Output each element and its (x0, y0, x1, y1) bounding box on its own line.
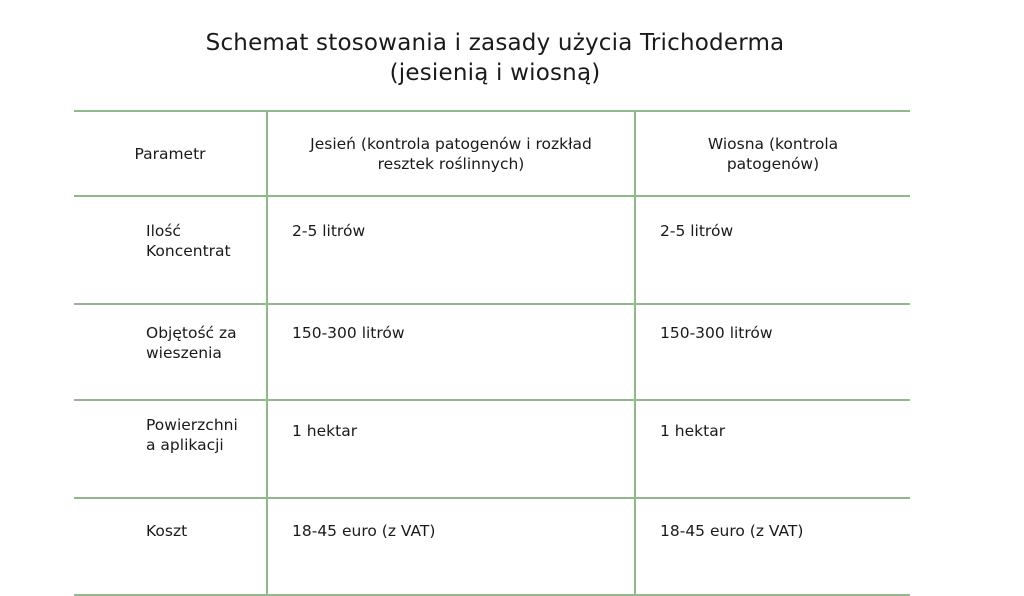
table-row (74, 304, 910, 400)
param-cell: Ilość Koncentrat (74, 196, 267, 304)
table-row (74, 498, 910, 595)
table-header-row (74, 111, 910, 196)
param-cell: Koszt (74, 498, 267, 595)
param-cell: Objętość zawieszenia (74, 304, 267, 400)
spring-cell: 150-300 litrów (635, 304, 910, 400)
spring-cell: 18-45 euro (z VAT) (635, 498, 910, 595)
header-parametr: Parametr (74, 111, 267, 196)
title-line-2: (jesienią i wiosną) (389, 60, 601, 86)
autumn-cell: 1 hektar (267, 400, 635, 498)
title-line-1: Schemat stosowania i zasady użycia Trichoderma (205, 30, 785, 56)
header-jesien: Jesień (kontrola patogenów i rozkład resztek roślinnych) (267, 111, 635, 196)
trichoderma-table (74, 110, 910, 596)
page-title (0, 28, 990, 88)
spring-cell: 2-5 litrów (635, 196, 910, 304)
param-cell: Powierzchnia aplikacji (74, 400, 267, 498)
table-row (74, 400, 910, 498)
table-row (74, 196, 910, 304)
autumn-cell: 150-300 litrów (267, 304, 635, 400)
header-wiosna: Wiosna (kontrola patogenów) (635, 111, 910, 196)
autumn-cell: 18-45 euro (z VAT) (267, 498, 635, 595)
autumn-cell: 2-5 litrów (267, 196, 635, 304)
spring-cell: 1 hektar (635, 400, 910, 498)
